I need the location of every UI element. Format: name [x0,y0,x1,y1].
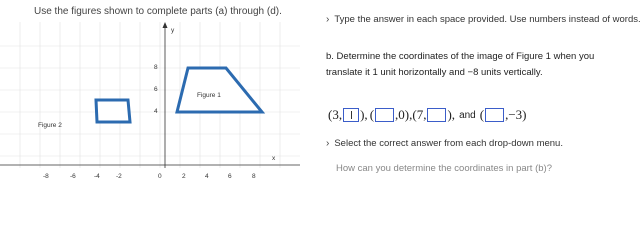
hint-type-answer [326,14,641,25]
grid-lines [0,22,300,168]
answer-text: ), [447,107,456,122]
answer-text: ,0), [395,107,413,122]
x-axis-label: x [272,155,276,162]
x-tick-label: -4 [94,173,100,180]
answer-text: (3, [328,107,343,122]
answer-text: ,−3) [505,107,527,122]
x-tick-label: 8 [252,173,256,180]
question-c-partial: How can you determine the coordinates in part (b)? [336,163,552,174]
x-tick-label: 0 [158,173,162,180]
instructions-text: Use the figures shown to complete parts (a) through (d). [34,6,282,17]
figure-2-label: Figure 2 [38,122,62,129]
chevron-right-icon: › [326,14,330,25]
y-axis-label: y [171,27,175,34]
answer-input-3[interactable] [427,108,446,122]
x-tick-label: 2 [182,173,186,180]
chevron-right-icon: › [326,138,330,149]
y-tick-label: 8 [154,64,158,71]
answer-text: ( [479,107,485,122]
answer-text: ( [369,107,375,122]
question-panel [316,0,641,174]
x-tick-label: -6 [70,173,76,180]
hint-type-text: Type the answer in each space provided. Use numbers instead of words. [334,14,641,25]
answer-input-4[interactable] [485,108,504,122]
y-tick-label: 4 [154,108,158,115]
x-tick-label: 6 [228,173,232,180]
answer-and: and [459,109,476,121]
x-tick-label: -2 [116,173,122,180]
answer-text: (7, [412,107,427,122]
answer-input-2[interactable] [375,108,394,122]
graph-svg [0,18,300,180]
hint-dropdown [326,138,563,149]
x-tick-label: 4 [205,173,209,180]
hint-dropdown-text: Select the correct answer from each drop-down menu. [334,138,563,149]
x-tick-label: -8 [43,173,49,180]
coordinate-graph [0,18,300,180]
y-axis-arrow [163,22,168,28]
answer-text: ), [360,107,368,122]
y-tick-label: 6 [154,86,158,93]
figure-2-shape [96,100,130,122]
answer-row [328,107,527,123]
question-b: b. Determine the coordinates of the image of Figure 1 when you translate it 1 unit horizontally and −8 units vertically. [326,51,595,78]
answer-input-1[interactable] [343,108,359,122]
figure-1-label: Figure 1 [197,92,221,99]
